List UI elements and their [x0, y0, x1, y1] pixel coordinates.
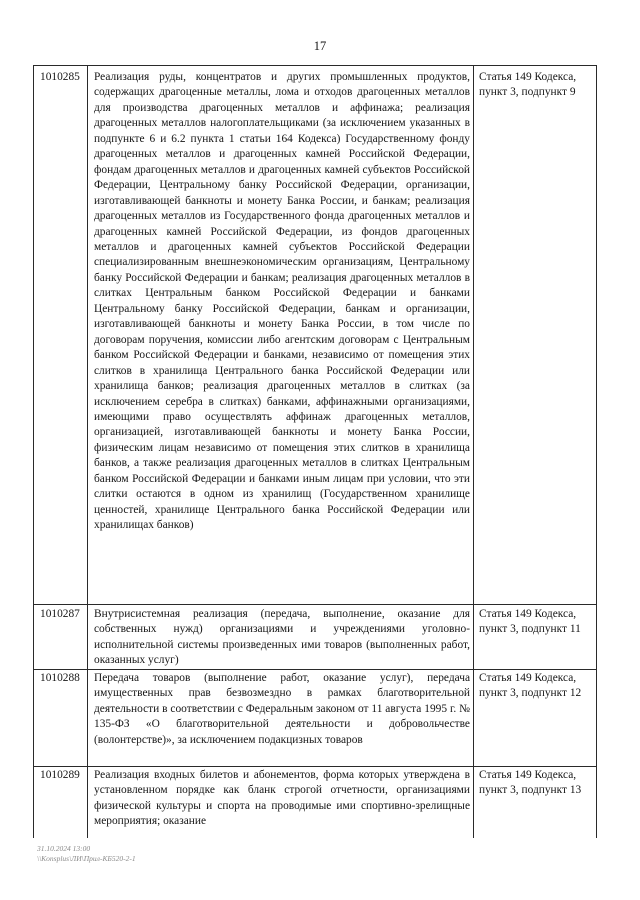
- operation-description: Внутрисистемная реализация (передача, выполнение, оказание для собственных нужд) организациями и учреждениями уголовно-исполнительной системы произведенных ими товаров (выполненных работ, оказанных услуг): [88, 605, 474, 670]
- operation-code: 1010288: [34, 669, 88, 766]
- tax-codes-table: [33, 65, 597, 838]
- code-reference: Статья 149 Кодекса, пункт 3, подпункт 12: [474, 669, 597, 766]
- code-reference: Статья 149 Кодекса, пункт 3, подпункт 11: [474, 605, 597, 670]
- table-row: [34, 605, 597, 670]
- operation-description: Реализация входных билетов и абонементов, форма которых утверждена в установленном порядке как бланк строгой отчетности, организациями физической культуры и спорта на проводимые ими спортивно-зрелищные мероприятия; оказание: [88, 766, 474, 838]
- footer-file-path: \\Konsplus\ЛИ\Прил-КБ520-2-1: [37, 854, 136, 863]
- table-row: [34, 766, 597, 838]
- operation-description: Реализация руды, концентратов и других промышленных продуктов, содержащих драгоценные металлы, лома и отходов драгоценных металлов для производства драгоценных металлов и аффинажа; реализация драгоценных металлов налогоплательщиками (за исключением указанных в подпункте 6 и 6.2 пункта 1 статьи 164 Кодекса) Государственному фонду драгоценных металлов и драгоценных камней Российской Федерации, фондам драгоценных металлов и драгоценных камней субъектов Российской Федерации, Центральному банку Российской Федерации, организации, изготавливающей банкноты и монету Банка России, и банкам; реализация драгоценных металлов из Государственного фонда драгоценных металлов и драгоценных камней Российской Федерации, из фондов драгоценных металлов и драгоценных камней субъектов Российской Федерации специализированным внешнеэкономическим организациям, Центральному банку Российской Федерации и банкам; реализация драгоценных металлов в слитках Центральным банком Российской Федерации и банками Центральному банку Российской Федерации, банкам и организации, изготавливающей банкноты и монету Банка России, в том числе по договорам поручения, комиссии либо агентским договорам с Центральным банком Российской Федерации и банками, независимо от помещения этих слитков в хранилища Центрального банка Российской Федерации или хранилища банков; реализация драгоценных металлов в слитках (за исключением серебра в слитках) банками, аффинажными организациями, имеющими право осуществлять аффинаж драгоценных металлов, организацией, изготавливающей банкноты и монету Банка России, физическим лицам независимо от помещения этих слитков в хранилища банков, а также реализация драгоценных металлов в слитках Центральным банком Российской Федерации и банками иным лицам при условии, что эти слитки остаются в одном из хранилищ (Государственном хранилище ценностей, хранилище Центрального банка Российской Федерации или хранилищах банков): [88, 66, 474, 605]
- footer-timestamp: 31.10.2024 13:00: [37, 844, 91, 853]
- code-reference: Статья 149 Кодекса, пункт 3, подпункт 9: [474, 66, 597, 605]
- table-row: [34, 66, 597, 605]
- page-number: 17: [313, 39, 327, 53]
- code-reference: Статья 149 Кодекса, пункт 3, подпункт 13: [474, 766, 597, 838]
- document-footer: [37, 844, 136, 864]
- operation-code: 1010285: [34, 66, 88, 605]
- operation-code: 1010287: [34, 605, 88, 670]
- table-row: [34, 669, 597, 766]
- operation-description: Передача товаров (выполнение работ, оказание услуг), передача имущественных прав безвозмездно в рамках благотворительной деятельности в соответствии с Федеральным законом от 11 августа 1995 г. № 135-ФЗ «О благотворительной деятельности и добровольчестве (волонтерстве)», за исключением подакцизных товаров: [88, 669, 474, 766]
- operation-code: 1010289: [34, 766, 88, 838]
